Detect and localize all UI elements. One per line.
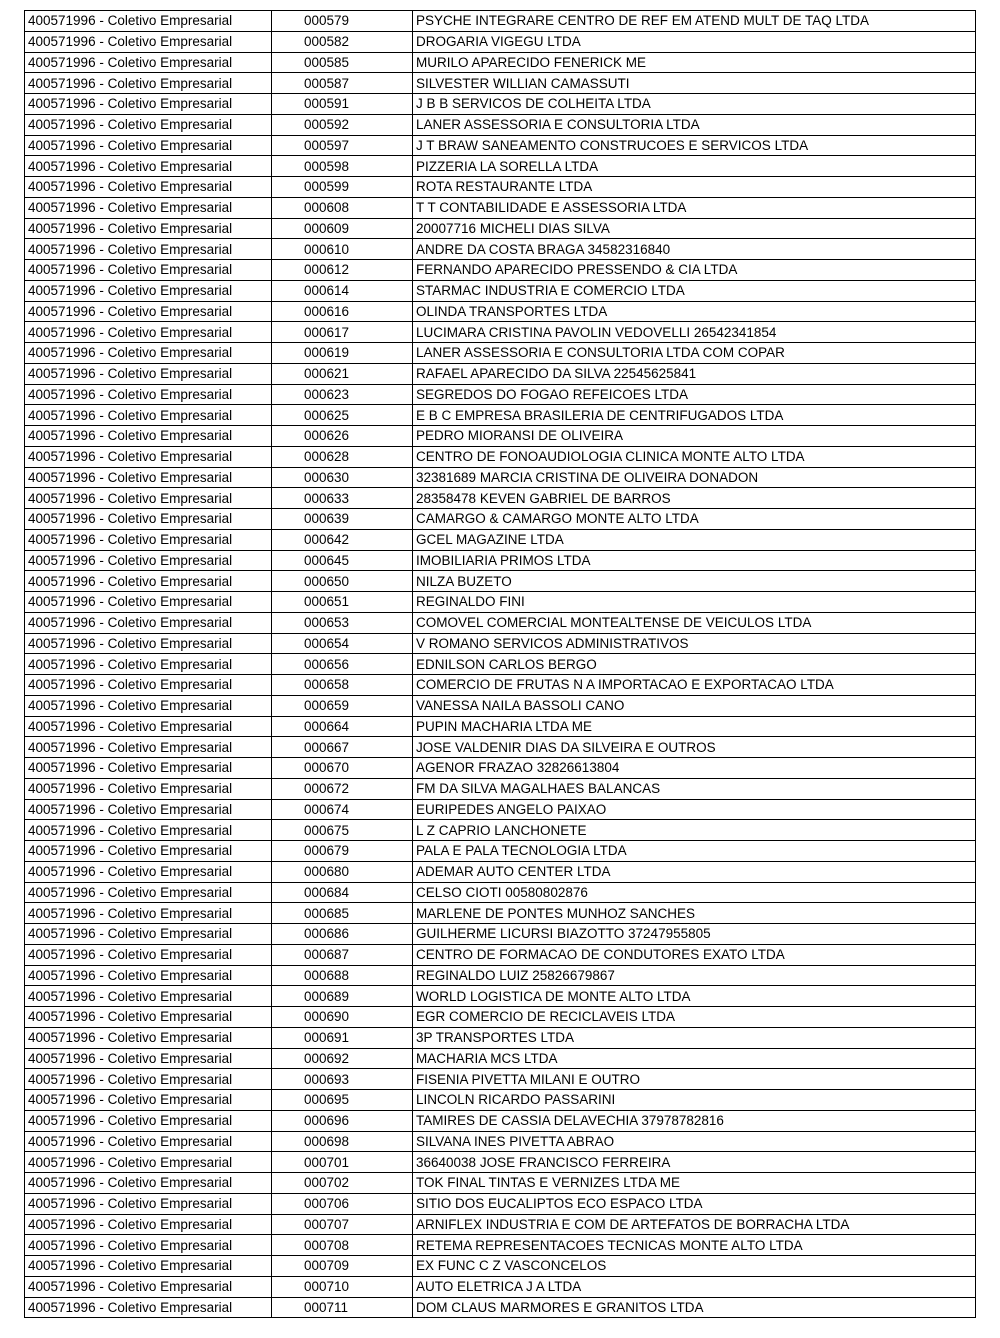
code-cell: 000667 — [272, 737, 413, 758]
company-name-cell: VANESSA NAILA BASSOLI CANO — [413, 695, 976, 716]
contract-cell: 400571996 - Coletivo Empresarial — [25, 799, 272, 820]
table-row — [25, 343, 976, 364]
company-name-cell: J B B SERVICOS DE COLHEITA LTDA — [413, 94, 976, 115]
company-name-cell: J T BRAW SANEAMENTO CONSTRUCOES E SERVICOS LTDA — [413, 135, 976, 156]
code-cell: 000687 — [272, 944, 413, 965]
table-row — [25, 550, 976, 571]
company-name-cell: 36640038 JOSE FRANCISCO FERREIRA — [413, 1152, 976, 1173]
contract-cell: 400571996 - Coletivo Empresarial — [25, 1110, 272, 1131]
table-row — [25, 944, 976, 965]
contract-cell: 400571996 - Coletivo Empresarial — [25, 1007, 272, 1028]
contract-cell: 400571996 - Coletivo Empresarial — [25, 633, 272, 654]
contract-cell: 400571996 - Coletivo Empresarial — [25, 197, 272, 218]
company-name-cell: SITIO DOS EUCALIPTOS ECO ESPACO LTDA — [413, 1193, 976, 1214]
code-cell: 000658 — [272, 675, 413, 696]
company-name-cell: TOK FINAL TINTAS E VERNIZES LTDA ME — [413, 1173, 976, 1194]
code-cell: 000579 — [272, 11, 413, 32]
code-cell: 000693 — [272, 1069, 413, 1090]
table-row — [25, 1090, 976, 1111]
company-name-cell: WORLD LOGISTICA DE MONTE ALTO LTDA — [413, 986, 976, 1007]
contract-cell: 400571996 - Coletivo Empresarial — [25, 1276, 272, 1297]
company-name-cell: REGINALDO LUIZ 25826679867 — [413, 965, 976, 986]
contract-cell: 400571996 - Coletivo Empresarial — [25, 758, 272, 779]
contract-cell: 400571996 - Coletivo Empresarial — [25, 1069, 272, 1090]
company-name-cell: MARLENE DE PONTES MUNHOZ SANCHES — [413, 903, 976, 924]
contract-cell: 400571996 - Coletivo Empresarial — [25, 1193, 272, 1214]
contract-cell: 400571996 - Coletivo Empresarial — [25, 924, 272, 945]
table-row — [25, 1152, 976, 1173]
contract-cell: 400571996 - Coletivo Empresarial — [25, 301, 272, 322]
code-cell: 000659 — [272, 695, 413, 716]
contract-cell: 400571996 - Coletivo Empresarial — [25, 1048, 272, 1069]
contract-cell: 400571996 - Coletivo Empresarial — [25, 467, 272, 488]
code-cell: 000707 — [272, 1214, 413, 1235]
table-row — [25, 156, 976, 177]
code-cell: 000614 — [272, 280, 413, 301]
contract-cell: 400571996 - Coletivo Empresarial — [25, 52, 272, 73]
code-cell: 000710 — [272, 1276, 413, 1297]
contract-cell: 400571996 - Coletivo Empresarial — [25, 135, 272, 156]
company-name-cell: MURILO APARECIDO FENERICK ME — [413, 52, 976, 73]
contract-cell: 400571996 - Coletivo Empresarial — [25, 509, 272, 530]
table-row — [25, 737, 976, 758]
contract-cell: 400571996 - Coletivo Empresarial — [25, 1173, 272, 1194]
companies-table-body — [25, 11, 976, 1318]
company-name-cell: EX FUNC C Z VASCONCELOS — [413, 1256, 976, 1277]
company-name-cell: AUTO ELETRICA J A LTDA — [413, 1276, 976, 1297]
company-name-cell: LINCOLN RICARDO PASSARINI — [413, 1090, 976, 1111]
contract-cell: 400571996 - Coletivo Empresarial — [25, 31, 272, 52]
company-name-cell: RETEMA REPRESENTACOES TECNICAS MONTE ALTO LTDA — [413, 1235, 976, 1256]
code-cell: 000708 — [272, 1235, 413, 1256]
table-row — [25, 861, 976, 882]
company-name-cell: EDNILSON CARLOS BERGO — [413, 654, 976, 675]
table-row — [25, 114, 976, 135]
code-cell: 000621 — [272, 363, 413, 384]
code-cell: 000597 — [272, 135, 413, 156]
table-row — [25, 446, 976, 467]
company-name-cell: L Z CAPRIO LANCHONETE — [413, 820, 976, 841]
table-row — [25, 301, 976, 322]
table-row — [25, 363, 976, 384]
contract-cell: 400571996 - Coletivo Empresarial — [25, 384, 272, 405]
table-row — [25, 695, 976, 716]
company-name-cell: AGENOR FRAZAO 32826613804 — [413, 758, 976, 779]
code-cell: 000623 — [272, 384, 413, 405]
contract-cell: 400571996 - Coletivo Empresarial — [25, 405, 272, 426]
table-row — [25, 903, 976, 924]
contract-cell: 400571996 - Coletivo Empresarial — [25, 903, 272, 924]
code-cell: 000654 — [272, 633, 413, 654]
code-cell: 000689 — [272, 986, 413, 1007]
code-cell: 000696 — [272, 1110, 413, 1131]
code-cell: 000592 — [272, 114, 413, 135]
company-name-cell: CENTRO DE FORMACAO DE CONDUTORES EXATO LTDA — [413, 944, 976, 965]
contract-cell: 400571996 - Coletivo Empresarial — [25, 343, 272, 364]
company-name-cell: FISENIA PIVETTA MILANI E OUTRO — [413, 1069, 976, 1090]
table-row — [25, 965, 976, 986]
company-name-cell: 20007716 MICHELI DIAS SILVA — [413, 218, 976, 239]
table-row — [25, 1110, 976, 1131]
table-row — [25, 1069, 976, 1090]
code-cell: 000690 — [272, 1007, 413, 1028]
table-row — [25, 197, 976, 218]
table-row — [25, 509, 976, 530]
company-name-cell: MACHARIA MCS LTDA — [413, 1048, 976, 1069]
contract-cell: 400571996 - Coletivo Empresarial — [25, 778, 272, 799]
table-row — [25, 924, 976, 945]
code-cell: 000670 — [272, 758, 413, 779]
table-row — [25, 31, 976, 52]
table-row — [25, 11, 976, 32]
code-cell: 000591 — [272, 94, 413, 115]
contract-cell: 400571996 - Coletivo Empresarial — [25, 592, 272, 613]
table-row — [25, 799, 976, 820]
code-cell: 000675 — [272, 820, 413, 841]
company-name-cell: 28358478 KEVEN GABRIEL DE BARROS — [413, 488, 976, 509]
code-cell: 000610 — [272, 239, 413, 260]
code-cell: 000691 — [272, 1027, 413, 1048]
code-cell: 000633 — [272, 488, 413, 509]
company-name-cell: IMOBILIARIA PRIMOS LTDA — [413, 550, 976, 571]
company-name-cell: SILVESTER WILLIAN CAMASSUTI — [413, 73, 976, 94]
contract-cell: 400571996 - Coletivo Empresarial — [25, 156, 272, 177]
company-name-cell: E B C EMPRESA BRASILERIA DE CENTRIFUGADOS LTDA — [413, 405, 976, 426]
code-cell: 000686 — [272, 924, 413, 945]
company-name-cell: LANER ASSESSORIA E CONSULTORIA LTDA COM COPAR — [413, 343, 976, 364]
company-name-cell: 32381689 MARCIA CRISTINA DE OLIVEIRA DONADON — [413, 467, 976, 488]
table-row — [25, 1235, 976, 1256]
table-row — [25, 1193, 976, 1214]
table-row — [25, 1027, 976, 1048]
company-name-cell: PALA E PALA TECNOLOGIA LTDA — [413, 841, 976, 862]
contract-cell: 400571996 - Coletivo Empresarial — [25, 280, 272, 301]
table-row — [25, 177, 976, 198]
table-row — [25, 94, 976, 115]
code-cell: 000608 — [272, 197, 413, 218]
code-cell: 000617 — [272, 322, 413, 343]
contract-cell: 400571996 - Coletivo Empresarial — [25, 529, 272, 550]
company-name-cell: GUILHERME LICURSI BIAZOTTO 37247955805 — [413, 924, 976, 945]
table-row — [25, 405, 976, 426]
company-name-cell: 3P TRANSPORTES LTDA — [413, 1027, 976, 1048]
contract-cell: 400571996 - Coletivo Empresarial — [25, 322, 272, 343]
table-row — [25, 1256, 976, 1277]
company-name-cell: COMERCIO DE FRUTAS N A IMPORTACAO E EXPORTACAO LTDA — [413, 675, 976, 696]
company-name-cell: STARMAC INDUSTRIA E COMERCIO LTDA — [413, 280, 976, 301]
code-cell: 000612 — [272, 260, 413, 281]
code-cell: 000695 — [272, 1090, 413, 1111]
contract-cell: 400571996 - Coletivo Empresarial — [25, 716, 272, 737]
company-name-cell: EGR COMERCIO DE RECICLAVEIS LTDA — [413, 1007, 976, 1028]
contract-cell: 400571996 - Coletivo Empresarial — [25, 841, 272, 862]
code-cell: 000679 — [272, 841, 413, 862]
table-row — [25, 135, 976, 156]
company-name-cell: ADEMAR AUTO CENTER LTDA — [413, 861, 976, 882]
code-cell: 000672 — [272, 778, 413, 799]
company-name-cell: LANER ASSESSORIA E CONSULTORIA LTDA — [413, 114, 976, 135]
code-cell: 000653 — [272, 612, 413, 633]
code-cell: 000684 — [272, 882, 413, 903]
company-name-cell: SILVANA INES PIVETTA ABRAO — [413, 1131, 976, 1152]
contract-cell: 400571996 - Coletivo Empresarial — [25, 73, 272, 94]
code-cell: 000674 — [272, 799, 413, 820]
table-row — [25, 529, 976, 550]
contract-cell: 400571996 - Coletivo Empresarial — [25, 882, 272, 903]
company-name-cell: GCEL MAGAZINE LTDA — [413, 529, 976, 550]
contract-cell: 400571996 - Coletivo Empresarial — [25, 446, 272, 467]
company-name-cell: FM DA SILVA MAGALHAES BALANCAS — [413, 778, 976, 799]
table-row — [25, 1007, 976, 1028]
code-cell: 000702 — [272, 1173, 413, 1194]
contract-cell: 400571996 - Coletivo Empresarial — [25, 675, 272, 696]
code-cell: 000709 — [272, 1256, 413, 1277]
contract-cell: 400571996 - Coletivo Empresarial — [25, 363, 272, 384]
table-row — [25, 758, 976, 779]
code-cell: 000616 — [272, 301, 413, 322]
code-cell: 000711 — [272, 1297, 413, 1318]
contract-cell: 400571996 - Coletivo Empresarial — [25, 737, 272, 758]
contract-cell: 400571996 - Coletivo Empresarial — [25, 177, 272, 198]
companies-table — [24, 10, 976, 1318]
table-row — [25, 1173, 976, 1194]
contract-cell: 400571996 - Coletivo Empresarial — [25, 695, 272, 716]
code-cell: 000628 — [272, 446, 413, 467]
company-name-cell: RAFAEL APARECIDO DA SILVA 22545625841 — [413, 363, 976, 384]
company-name-cell: V ROMANO SERVICOS ADMINISTRATIVOS — [413, 633, 976, 654]
company-name-cell: DOM CLAUS MARMORES E GRANITOS LTDA — [413, 1297, 976, 1318]
contract-cell: 400571996 - Coletivo Empresarial — [25, 820, 272, 841]
company-name-cell: PUPIN MACHARIA LTDA ME — [413, 716, 976, 737]
code-cell: 000698 — [272, 1131, 413, 1152]
contract-cell: 400571996 - Coletivo Empresarial — [25, 94, 272, 115]
contract-cell: 400571996 - Coletivo Empresarial — [25, 1027, 272, 1048]
table-row — [25, 612, 976, 633]
contract-cell: 400571996 - Coletivo Empresarial — [25, 965, 272, 986]
company-name-cell: CAMARGO & CAMARGO MONTE ALTO LTDA — [413, 509, 976, 530]
code-cell: 000625 — [272, 405, 413, 426]
table-row — [25, 426, 976, 447]
table-row — [25, 820, 976, 841]
company-name-cell: SEGREDOS DO FOGAO REFEICOES LTDA — [413, 384, 976, 405]
table-row — [25, 52, 976, 73]
table-row — [25, 986, 976, 1007]
company-name-cell: LUCIMARA CRISTINA PAVOLIN VEDOVELLI 26542341854 — [413, 322, 976, 343]
contract-cell: 400571996 - Coletivo Empresarial — [25, 260, 272, 281]
table-row — [25, 1276, 976, 1297]
company-name-cell: ROTA RESTAURANTE LTDA — [413, 177, 976, 198]
table-row — [25, 322, 976, 343]
table-row — [25, 218, 976, 239]
table-row — [25, 239, 976, 260]
code-cell: 000609 — [272, 218, 413, 239]
table-row — [25, 882, 976, 903]
company-name-cell: NILZA BUZETO — [413, 571, 976, 592]
contract-cell: 400571996 - Coletivo Empresarial — [25, 1297, 272, 1318]
contract-cell: 400571996 - Coletivo Empresarial — [25, 488, 272, 509]
contract-cell: 400571996 - Coletivo Empresarial — [25, 654, 272, 675]
table-row — [25, 280, 976, 301]
company-name-cell: ANDRE DA COSTA BRAGA 34582316840 — [413, 239, 976, 260]
table-row — [25, 1214, 976, 1235]
code-cell: 000692 — [272, 1048, 413, 1069]
table-row — [25, 571, 976, 592]
code-cell: 000701 — [272, 1152, 413, 1173]
code-cell: 000688 — [272, 965, 413, 986]
contract-cell: 400571996 - Coletivo Empresarial — [25, 218, 272, 239]
company-name-cell: CELSO CIOTI 00580802876 — [413, 882, 976, 903]
contract-cell: 400571996 - Coletivo Empresarial — [25, 861, 272, 882]
code-cell: 000598 — [272, 156, 413, 177]
contract-cell: 400571996 - Coletivo Empresarial — [25, 1131, 272, 1152]
table-row — [25, 778, 976, 799]
contract-cell: 400571996 - Coletivo Empresarial — [25, 1235, 272, 1256]
code-cell: 000685 — [272, 903, 413, 924]
code-cell: 000656 — [272, 654, 413, 675]
company-name-cell: PSYCHE INTEGRARE CENTRO DE REF EM ATEND MULT DE TAQ LTDA — [413, 11, 976, 32]
company-name-cell: FERNANDO APARECIDO PRESSENDO & CIA LTDA — [413, 260, 976, 281]
contract-cell: 400571996 - Coletivo Empresarial — [25, 426, 272, 447]
table-row — [25, 260, 976, 281]
contract-cell: 400571996 - Coletivo Empresarial — [25, 1090, 272, 1111]
code-cell: 000645 — [272, 550, 413, 571]
code-cell: 000619 — [272, 343, 413, 364]
contract-cell: 400571996 - Coletivo Empresarial — [25, 1256, 272, 1277]
contract-cell: 400571996 - Coletivo Empresarial — [25, 944, 272, 965]
table-row — [25, 488, 976, 509]
contract-cell: 400571996 - Coletivo Empresarial — [25, 612, 272, 633]
table-row — [25, 716, 976, 737]
company-name-cell: PIZZERIA LA SORELLA LTDA — [413, 156, 976, 177]
contract-cell: 400571996 - Coletivo Empresarial — [25, 550, 272, 571]
code-cell: 000626 — [272, 426, 413, 447]
contract-cell: 400571996 - Coletivo Empresarial — [25, 114, 272, 135]
code-cell: 000599 — [272, 177, 413, 198]
table-row — [25, 592, 976, 613]
table-row — [25, 1048, 976, 1069]
code-cell: 000585 — [272, 52, 413, 73]
code-cell: 000680 — [272, 861, 413, 882]
table-row — [25, 73, 976, 94]
table-row — [25, 654, 976, 675]
contract-cell: 400571996 - Coletivo Empresarial — [25, 1214, 272, 1235]
contract-cell: 400571996 - Coletivo Empresarial — [25, 571, 272, 592]
company-name-cell: REGINALDO FINI — [413, 592, 976, 613]
contract-cell: 400571996 - Coletivo Empresarial — [25, 11, 272, 32]
code-cell: 000664 — [272, 716, 413, 737]
company-name-cell: PEDRO MIORANSI DE OLIVEIRA — [413, 426, 976, 447]
company-name-cell: OLINDA TRANSPORTES LTDA — [413, 301, 976, 322]
company-name-cell: EURIPEDES ANGELO PAIXAO — [413, 799, 976, 820]
table-row — [25, 633, 976, 654]
company-name-cell: TAMIRES DE CASSIA DELAVECHIA 37978782816 — [413, 1110, 976, 1131]
company-name-cell: CENTRO DE FONOAUDIOLOGIA CLINICA MONTE ALTO LTDA — [413, 446, 976, 467]
table-row — [25, 1297, 976, 1318]
code-cell: 000630 — [272, 467, 413, 488]
code-cell: 000582 — [272, 31, 413, 52]
table-row — [25, 675, 976, 696]
table-row — [25, 1131, 976, 1152]
table-row — [25, 384, 976, 405]
company-name-cell: ARNIFLEX INDUSTRIA E COM DE ARTEFATOS DE BORRACHA LTDA — [413, 1214, 976, 1235]
code-cell: 000639 — [272, 509, 413, 530]
code-cell: 000587 — [272, 73, 413, 94]
contract-cell: 400571996 - Coletivo Empresarial — [25, 1152, 272, 1173]
code-cell: 000650 — [272, 571, 413, 592]
company-name-cell: T T CONTABILIDADE E ASSESSORIA LTDA — [413, 197, 976, 218]
company-name-cell: JOSE VALDENIR DIAS DA SILVEIRA E OUTROS — [413, 737, 976, 758]
company-name-cell: DROGARIA VIGEGU LTDA — [413, 31, 976, 52]
table-row — [25, 467, 976, 488]
table-row — [25, 841, 976, 862]
contract-cell: 400571996 - Coletivo Empresarial — [25, 239, 272, 260]
code-cell: 000642 — [272, 529, 413, 550]
company-name-cell: COMOVEL COMERCIAL MONTEALTENSE DE VEICULOS LTDA — [413, 612, 976, 633]
contract-cell: 400571996 - Coletivo Empresarial — [25, 986, 272, 1007]
code-cell: 000651 — [272, 592, 413, 613]
code-cell: 000706 — [272, 1193, 413, 1214]
